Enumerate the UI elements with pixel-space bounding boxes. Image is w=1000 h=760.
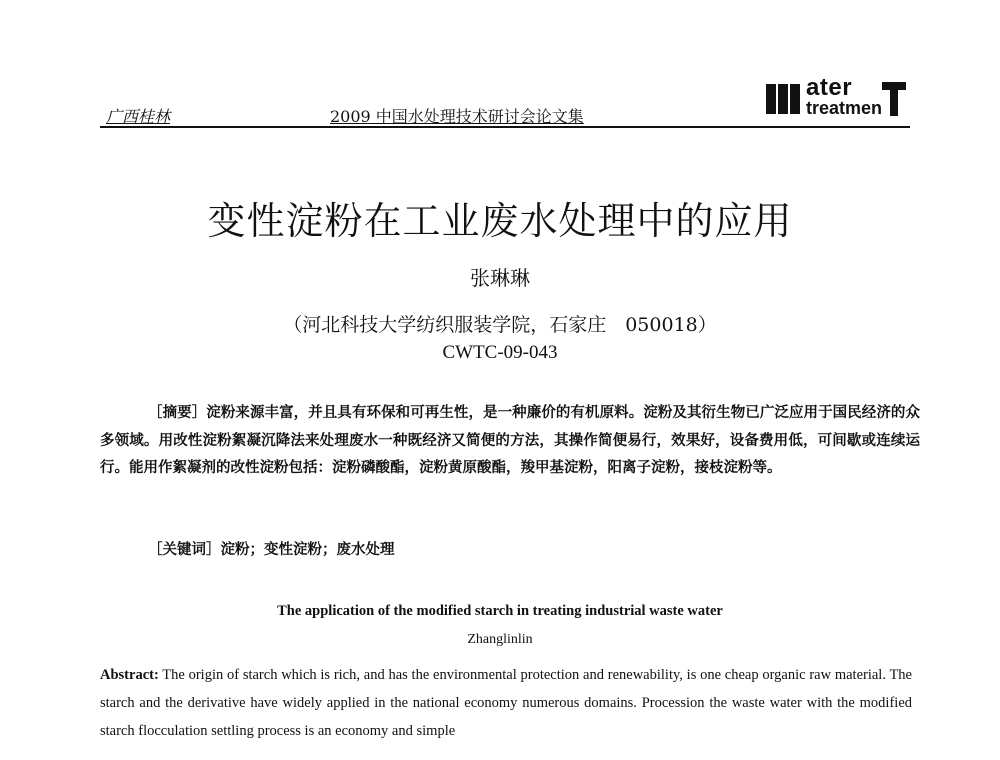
header-proceedings: 2009 中国水处理技术研讨会论文集 — [330, 107, 584, 126]
chinese-keywords: ［关键词］淀粉；变性淀粉；废水处理 — [148, 542, 395, 558]
water-treatment-logo — [766, 76, 906, 122]
logo-w-mark — [766, 84, 800, 114]
english-abstract-text: The origin of starch which is rich, and has the environmental protection and renewability, is one cheap organic raw material. The starch and the derivative have widely applied in the national economy numerous domains. Procession the waste water with the modified starch flocculation settling process is an economy and simple — [100, 667, 912, 739]
paper-author: 张琳琳 — [470, 266, 530, 290]
logo-t-mark — [882, 82, 906, 116]
english-abstract — [100, 661, 912, 745]
english-author: Zhanglinlin — [467, 632, 533, 647]
paper-title: 变性淀粉在工业废水处理中的应用 — [207, 199, 793, 243]
running-header — [100, 76, 910, 128]
english-title: The application of the modified starch in treating industrial waste water — [277, 603, 723, 619]
english-abstract-label: Abstract: — [100, 667, 159, 683]
chinese-abstract: ［摘要］淀粉来源丰富，并且具有环保和可再生性，是一种廉价的有机原料。淀粉及其衍生物已广泛应用于国民经济的众多领域。用改性淀粉絮凝沉降法来处理废水一种既经济又简便的方法，其操作简便易行，效果好，设备费用低，可间歇或连续运行。能用作絮凝剂的改性淀粉包括：淀粉磷酸酯，淀粉黄原酸酯，羧甲基淀粉，阳离子淀粉，接枝淀粉等。 — [100, 405, 920, 476]
header-location: 广西桂林 — [106, 107, 171, 126]
logo-text-bottom: treatmen — [806, 98, 883, 118]
paper-code: CWTC-09-043 — [442, 342, 558, 363]
logo-text-top: ater — [806, 74, 853, 101]
paper-affiliation: （河北科技大学纺织服装学院，石家庄 050018） — [283, 314, 717, 336]
